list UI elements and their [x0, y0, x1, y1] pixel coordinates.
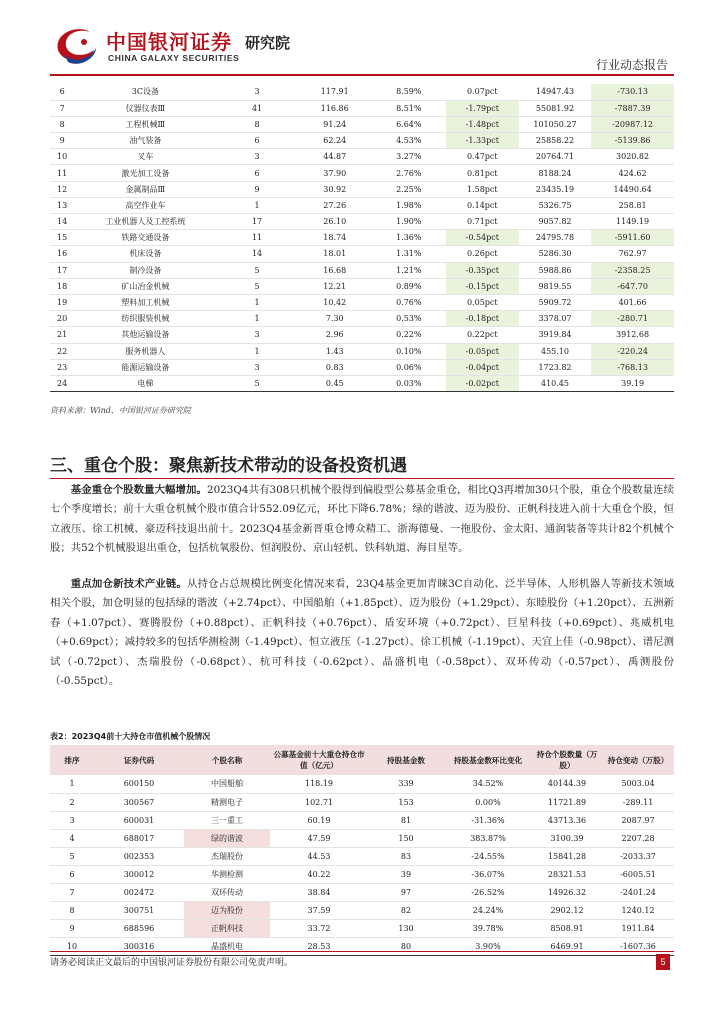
table-cell: 39 [400, 869, 412, 879]
table-cell: 精测电子 [211, 797, 243, 807]
table-row [50, 359, 674, 375]
disclaimer-text: 请务必阅读正文最后的中国银河证券股份有限公司免责声明。 [50, 958, 294, 968]
table-cell: 16 [57, 249, 68, 259]
galaxy-logo-icon [50, 20, 100, 70]
table-cell: 25858.22 [535, 136, 575, 146]
table-cell: 20764.71 [535, 152, 575, 162]
table-cell: 华测检测 [211, 869, 243, 879]
table-cell: 1911.84 [621, 923, 655, 933]
table-cell: 11 [251, 233, 263, 243]
table-cell: 8508.91 [550, 923, 584, 933]
table-cell: -20987.12 [591, 116, 674, 132]
page-header [0, 0, 724, 78]
table-cell: 1.36% [396, 233, 422, 243]
table-cell: 0.22pct [466, 330, 498, 340]
table-cell: -0.35pct [446, 262, 519, 278]
table-row [50, 100, 674, 116]
table-cell: 0.03% [396, 378, 422, 388]
table-cell: -289.11 [622, 797, 654, 807]
table-cell: 762.97 [618, 249, 647, 259]
table-cell: 3 [254, 152, 260, 162]
table-row [50, 197, 674, 213]
table-cell: 18.01 [323, 249, 347, 259]
table-cell: -0.15pct [446, 278, 519, 294]
table-cell: 9 [59, 136, 65, 146]
table-cell: 7 [59, 103, 65, 113]
table-cell: 37.90 [323, 168, 347, 178]
table-cell: -0.02pct [446, 375, 519, 391]
table-row [50, 181, 674, 197]
paragraph-lead: 重点加仓新技术产业链。 [70, 578, 188, 590]
table-row [50, 149, 674, 165]
table-row [50, 165, 674, 181]
table2-title: 表2：2023Q4前十大持仓市值机械个股情况 [50, 732, 211, 741]
table-cell: 12.21 [323, 281, 347, 291]
table-cell: -1.48pct [446, 116, 519, 132]
table-cell: 杰瑞股份 [211, 851, 243, 861]
table-cell: 153 [398, 797, 414, 807]
table-cell: 3 [254, 362, 260, 372]
table-cell: 97 [400, 887, 412, 897]
table-cell: 10 [66, 941, 78, 951]
table-cell: 铁路交通设备 [121, 233, 170, 243]
table-cell: -1.33pct [446, 133, 519, 149]
table-cell: 0.53% [396, 314, 422, 324]
table-cell: 0.89% [396, 281, 422, 291]
table-row [50, 133, 674, 149]
table-cell: 24 [57, 378, 68, 388]
table-cell: 24.24% [472, 905, 504, 915]
table-cell: 26.10 [323, 217, 347, 227]
table-cell: 2087.97 [621, 815, 655, 825]
section-title: 三、重仓个股：聚焦新技术带动的设备投资机遇 [50, 456, 407, 476]
table-cell: 101050.27 [533, 119, 577, 129]
table-cell: 1240.12 [621, 905, 655, 915]
table-cell: 20 [57, 314, 68, 324]
table-cell: 14947.43 [535, 87, 575, 97]
table-cell: 688596 [123, 923, 155, 933]
table-cell: 1 [69, 779, 75, 789]
table-cell: 6.64% [396, 119, 422, 129]
table-cell: -220.24 [591, 343, 674, 359]
table-source: 资料来源：Wind，中国银河证券研究院 [50, 406, 191, 415]
table-cell: 688017 [123, 833, 155, 843]
table-cell: 39.78% [472, 923, 504, 933]
table-cell: -36.07% [471, 869, 505, 879]
table-cell: 18.74 [323, 233, 347, 243]
column-header: 证券代码 [94, 745, 184, 775]
table-row [50, 937, 674, 955]
table-cell: 424.62 [618, 168, 647, 178]
table-row [50, 883, 674, 901]
table-cell: 16.68 [323, 265, 347, 275]
table-cell: -24.55% [471, 851, 505, 861]
table-cell: 1.98% [396, 200, 422, 210]
table-cell: 三一重工 [211, 815, 243, 825]
table-row [50, 116, 674, 132]
table-cell: 17 [57, 265, 68, 275]
table-cell: 正帆科技 [184, 919, 270, 937]
table-cell: 服务机器人 [125, 346, 166, 356]
table-cell: 002472 [123, 887, 155, 897]
table-cell: -0.18pct [446, 311, 519, 327]
table-cell: 仪器仪表Ⅲ [125, 103, 166, 113]
table-cell: 绿的谐波 [184, 829, 270, 847]
table-cell: 8 [59, 119, 65, 129]
table-cell: 38.84 [307, 887, 331, 897]
footer-divider [50, 951, 674, 952]
table-cell: -31.36% [471, 815, 505, 825]
table-cell: 15 [57, 233, 68, 243]
table-cell: 7 [69, 887, 75, 897]
table-cell: 10.42 [323, 298, 347, 308]
top-holdings-table [50, 745, 674, 956]
table-cell: 8.51% [396, 103, 422, 113]
table-cell: 43713.36 [547, 815, 587, 825]
table-cell: 3919.84 [538, 330, 572, 340]
table-cell: 0.26pct [466, 249, 498, 259]
table-cell: 1.31% [396, 249, 422, 259]
table-cell: 机床设备 [129, 249, 162, 259]
table-cell: 14490.64 [613, 184, 652, 194]
report-type: 行业动态报告 [595, 58, 668, 72]
table-row [50, 865, 674, 883]
table-cell: -1607.36 [620, 941, 656, 951]
table-cell: 83 [400, 851, 412, 861]
table-cell: 1 [254, 298, 260, 308]
table-cell: 高空作业车 [125, 200, 166, 210]
table-cell: 9 [254, 184, 260, 194]
table-cell: 30.92 [323, 184, 347, 194]
table-cell: 002353 [123, 851, 155, 861]
table-cell: 62.24 [323, 136, 347, 146]
table-cell: 2.96 [325, 330, 344, 340]
table-cell: 工程机械Ⅲ [125, 119, 166, 129]
table-cell: 47.59 [307, 833, 331, 843]
table-cell: 13 [57, 200, 68, 210]
paragraph-body: 2023Q4共有308只机械个股得到偏股型公募基金重仓，相比Q3再增加30只个股，重仓个股数量连续七个季度增长；前十大重仓机械个股市值合计552.09亿元，环比下降6.78%；绿的谐波、迈为股份、正帆科技进入前十大重仓个股，恒立液压、徐工机械、豪迈科技退出前十。2023Q4基金新晋重仓博众精工、浙海德曼、一拖股份、金太阳、通润装备等共计82个机械个股；共52个机械股退出重仓，包括杭氧股份、恒润股份、京山轻机、铁科轨道、海目星等。 [50, 484, 674, 555]
table-cell: 1723.82 [538, 362, 572, 372]
table-cell: 14 [57, 217, 68, 227]
table-cell: 能源运输设备 [121, 362, 170, 372]
table-cell: 3378.07 [538, 314, 572, 324]
table-cell: 6 [254, 136, 260, 146]
table-cell: -730.13 [591, 84, 674, 100]
table-cell: 3.27% [396, 152, 422, 162]
table-cell: 2 [69, 797, 75, 807]
paragraph-new-tech [50, 575, 674, 691]
table-cell: 8 [254, 119, 260, 129]
table-row [50, 246, 674, 262]
table-row [50, 294, 674, 310]
table-cell: 21 [57, 330, 68, 340]
table-cell: 2902.12 [550, 905, 584, 915]
table-cell: 5 [69, 851, 75, 861]
paragraph-body: 从持仓占总规模比例变化情况来看，23Q4基金更加青睐3C自动化、泛半导体、人形机器人等新技术领域相关个股，加仓明显的包括绿的谐波（+2.74pct）、中国船舶（+1.85pct）、迈为股份（+1.29pct）、东睦股份（+1.20pct）、五洲新春（+1.07pct）、赛腾股份（+0.88pct）、正帆科技（+0.76pct）、盾安环境（+0.72pct）、巨星科技（+0.69pct）、兆威机电（+0.69pct）；减持较多的包括华测检测（-1.49pct）、恒立液压（-1.27pct）、徐工机械（-1.19pct）、天宜上佳（-0.98pct）、谱尼测试（-0.72pct）、杰瑞股份（-0.68pct）、杭可科技（-0.62pct）、晶盛机电（-0.58pct）、双环传动（-0.57pct）、禹测股份（-0.55pct）。 [50, 578, 674, 688]
table-cell: 11 [57, 168, 68, 178]
table-cell: 3.90% [475, 941, 501, 951]
table-cell: 2207.28 [621, 833, 655, 843]
table-cell: 3C设备 [131, 87, 159, 97]
table-cell: 3 [69, 815, 75, 825]
table-cell: 双环传动 [211, 887, 243, 897]
table-cell: -26.52% [471, 887, 505, 897]
table-cell: 电梯 [137, 378, 154, 388]
table-cell: 28.53 [307, 941, 331, 951]
table-cell: -647.70 [591, 278, 674, 294]
table-cell: 1.21% [396, 265, 422, 275]
table-cell: 6 [254, 168, 260, 178]
table-cell: -6005.51 [620, 869, 656, 879]
table-cell: 82 [400, 905, 412, 915]
table-cell: 300567 [123, 797, 155, 807]
table-cell: 1 [254, 346, 260, 356]
table-cell: 3 [254, 87, 260, 97]
table-row [50, 901, 674, 919]
table-cell: -2033.37 [620, 851, 656, 861]
table-row [50, 214, 674, 230]
table-cell: 339 [398, 779, 414, 789]
table-cell: 1 [254, 200, 260, 210]
table-row [50, 278, 674, 294]
table-cell: 102.71 [305, 797, 333, 807]
table-cell: -768.13 [591, 359, 674, 375]
table-cell: 22 [57, 346, 68, 356]
table-cell: 8.59% [396, 87, 422, 97]
table-cell: 0.22% [396, 330, 422, 340]
table-cell: -0.54pct [446, 230, 519, 246]
table-cell: 0.76% [396, 298, 422, 308]
table-cell: 33.72 [307, 923, 331, 933]
table-cell: -5139.86 [591, 133, 674, 149]
industry-holdings-table [50, 84, 674, 392]
table-cell: 0.47pct [466, 152, 498, 162]
table-row [50, 343, 674, 359]
table-cell: 41 [251, 103, 263, 113]
table-cell: 3912.68 [616, 330, 650, 340]
table-cell: 激光加工设备 [121, 168, 170, 178]
table-cell: 塑料加工机械 [121, 298, 170, 308]
table-cell: 0.45 [325, 378, 344, 388]
table-cell: 258.81 [618, 200, 647, 210]
table-cell: 410.45 [540, 378, 569, 388]
table-cell: 5003.04 [621, 779, 655, 789]
table-cell: 矿山冶金机械 [121, 281, 170, 291]
column-header: 持仓个股数量（万股） [532, 745, 602, 775]
table-cell: 383.87% [470, 833, 506, 843]
brand-name-cn: 中国银河证券 [106, 30, 232, 54]
page-number: 5 [656, 954, 670, 970]
column-header: 公募基金前十大重仓持仓市值（亿元） [270, 745, 368, 775]
paragraph-heavy-holdings [50, 481, 674, 559]
table-cell: 金属制品Ⅲ [125, 184, 166, 194]
column-header: 持仓变动（万股） [602, 745, 674, 775]
table-cell: 11721.89 [547, 797, 587, 807]
table-cell: 401.66 [618, 298, 647, 308]
table-cell: 28321.53 [547, 869, 587, 879]
table-cell: 3020.82 [616, 152, 650, 162]
table-cell: 40.22 [307, 869, 331, 879]
table-row [50, 847, 674, 865]
table-cell: 7.30 [325, 314, 344, 324]
table-row [50, 84, 674, 100]
table-cell: 5326.75 [538, 200, 572, 210]
table-cell: 1.58pct [466, 184, 498, 194]
table-cell: 3 [254, 330, 260, 340]
table-row [50, 230, 674, 246]
table-cell: 24795.78 [535, 233, 575, 243]
table-cell: 116.86 [320, 103, 349, 113]
table-cell: -7887.39 [591, 100, 674, 116]
table-cell: -0.05pct [446, 343, 519, 359]
table-cell: 18 [57, 281, 68, 291]
table-cell: 14926.32 [547, 887, 587, 897]
table-cell: 0.14pct [466, 200, 498, 210]
table-cell: 300316 [123, 941, 155, 951]
table-cell: 5 [254, 378, 260, 388]
table-row [50, 262, 674, 278]
table-cell: 4.53% [396, 136, 422, 146]
table-cell: 81 [400, 815, 412, 825]
column-header: 持股基金数环比变化 [444, 745, 532, 775]
table-cell: 150 [398, 833, 414, 843]
table-cell: 9 [69, 923, 75, 933]
table-cell: 118.19 [305, 779, 333, 789]
table-cell: 其他运输设备 [121, 330, 170, 340]
table-cell: -2358.25 [591, 262, 674, 278]
table-cell: 14 [251, 249, 263, 259]
table-cell: 12 [57, 184, 68, 194]
table-cell: 叉车 [137, 152, 154, 162]
table-cell: 0.06% [396, 362, 422, 372]
table-cell: 工业机器人及工控系统 [105, 217, 186, 227]
table-cell: 迈为股份 [184, 901, 270, 919]
table-cell: 1 [254, 314, 260, 324]
table-cell: 17 [251, 217, 263, 227]
table-cell: -5911.60 [591, 230, 674, 246]
table-cell: 1.90% [396, 217, 422, 227]
table-cell: 27.26 [323, 200, 347, 210]
table-cell: 制冷设备 [129, 265, 162, 275]
brand-name-en: CHINA GALAXY SECURITIES [108, 53, 240, 63]
table-cell: 44.53 [307, 851, 331, 861]
table-cell: 37.59 [307, 905, 331, 915]
table-cell: 80 [400, 941, 412, 951]
table-cell: 60.19 [307, 815, 331, 825]
table-cell: 40144.39 [547, 779, 587, 789]
table-row [50, 829, 674, 847]
table-row [50, 327, 674, 343]
table-cell: 纺织服装机械 [121, 314, 170, 324]
table-cell: 34.52% [472, 779, 504, 789]
table-cell: 0.81pct [466, 168, 498, 178]
table-cell: 300012 [123, 869, 155, 879]
column-header: 排序 [50, 745, 94, 775]
table-cell: 300751 [123, 905, 155, 915]
table-cell: 600031 [123, 815, 155, 825]
table-cell: 中国船舶 [211, 779, 243, 789]
table-cell: 0.07pct [466, 87, 498, 97]
table-cell: 油气装备 [129, 136, 162, 146]
table-cell: 0.71pct [466, 217, 498, 227]
table-cell: 19 [57, 298, 68, 308]
table-cell: 15841.28 [547, 851, 587, 861]
table-cell: 1.43 [325, 346, 344, 356]
table-cell: 455.10 [540, 346, 569, 356]
table-cell: 4 [69, 833, 75, 843]
table-cell: 6 [69, 869, 75, 879]
paragraph-lead: 基金重仓个股数量大幅增加。 [70, 484, 207, 496]
table-cell: 8188.24 [538, 168, 572, 178]
table-cell: 0.05pct [466, 298, 498, 308]
table-cell: 晶盛机电 [211, 941, 243, 951]
column-header: 个股名称 [184, 745, 270, 775]
institute-label: 研究院 [245, 34, 291, 52]
table-cell: 5286.30 [538, 249, 572, 259]
table-cell: 130 [398, 923, 414, 933]
table-cell: -280.71 [591, 311, 674, 327]
table-cell: 600150 [123, 779, 155, 789]
section-divider [50, 478, 674, 479]
table-cell: 6469.91 [550, 941, 584, 951]
table-cell: 8 [69, 905, 75, 915]
table-row [50, 919, 674, 937]
table-row [50, 375, 674, 391]
table-cell: 1149.19 [616, 217, 650, 227]
table-cell: 117.91 [320, 87, 349, 97]
table-cell: 5 [254, 281, 260, 291]
table-cell: 91.24 [323, 119, 347, 129]
table-cell: 23 [57, 362, 68, 372]
table-cell: -0.04pct [446, 359, 519, 375]
table-cell: 3100.39 [550, 833, 584, 843]
table-cell: 23435.19 [535, 184, 575, 194]
table-row [50, 811, 674, 829]
table-cell: 0.83 [325, 362, 344, 372]
table-cell: 9057.82 [538, 217, 572, 227]
table-cell: 5909.72 [538, 298, 572, 308]
column-header: 持股基金数 [368, 745, 444, 775]
table-row [50, 793, 674, 811]
table-cell: 44.87 [323, 152, 347, 162]
table-cell: 6 [59, 87, 65, 97]
table-cell: 39.19 [621, 378, 645, 388]
table-cell: 5988.86 [538, 265, 572, 275]
table-cell: 2.76% [396, 168, 422, 178]
table-cell: -1.79pct [446, 100, 519, 116]
table-cell: 9819.55 [538, 281, 572, 291]
table-cell: 0.10% [396, 346, 422, 356]
table-row [50, 311, 674, 327]
header-divider [50, 74, 674, 76]
table-cell: 5 [254, 265, 260, 275]
table-cell: -2401.24 [620, 887, 656, 897]
table-cell: 2.25% [396, 184, 422, 194]
table-cell: 10 [57, 152, 68, 162]
table-row [50, 775, 674, 793]
table-cell: 55081.92 [535, 103, 575, 113]
table-cell: 0.00% [475, 797, 501, 807]
